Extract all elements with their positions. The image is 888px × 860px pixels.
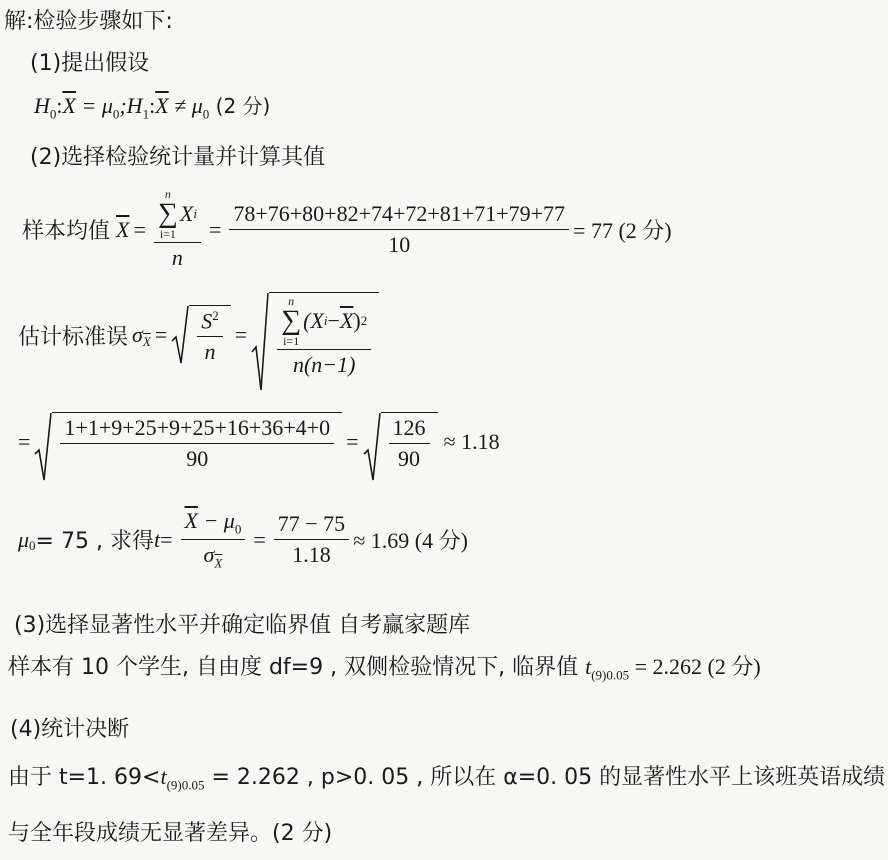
t-eq2: = bbox=[253, 526, 266, 552]
critical-value-text: 样本有 10 个学生, 自由度 df=9 , 双侧检验情况下, 临界值 bbox=[8, 655, 586, 680]
decision-t-sub: (9)0.05 bbox=[166, 777, 205, 793]
t-fraction bbox=[181, 508, 246, 572]
h1-sub: 1 bbox=[142, 106, 150, 122]
t-result: ≈ 1.69 (4 分) bbox=[353, 528, 468, 554]
se-eq: = bbox=[154, 322, 168, 347]
se-sqrt-1 bbox=[171, 305, 231, 365]
hypothesis-score: (2 分) bbox=[209, 94, 271, 118]
calc-num2: 126 bbox=[389, 415, 430, 444]
t-den2: 1.18 bbox=[292, 542, 331, 568]
t-num-sub: 0 bbox=[234, 521, 242, 537]
t-num-xbar: $\overline{X}$ bbox=[184, 508, 198, 533]
h1-colon: : bbox=[149, 93, 156, 118]
sample-mean-label: 样本均值 bbox=[22, 219, 111, 244]
t-mu: μ bbox=[18, 526, 30, 552]
step-4-title: (4)统计决断 bbox=[10, 717, 130, 742]
t-eq: = bbox=[160, 526, 173, 552]
t-symbol: t bbox=[153, 526, 161, 552]
step-2-title: (2)选择检验统计量并计算其值 bbox=[30, 145, 326, 170]
se-den: n(n−1) bbox=[292, 352, 356, 377]
mean-xi: X bbox=[179, 201, 194, 226]
h1-mu-sub: 0 bbox=[202, 106, 210, 122]
calc-den: 90 bbox=[186, 446, 209, 471]
mean-eq2: = bbox=[208, 216, 222, 242]
t-num2: 77 − 75 bbox=[274, 511, 349, 540]
se-sigma-sub: X bbox=[142, 334, 151, 349]
decision-text-b: = 2.262 , p>0. 05 , 所以在 α=0. 05 的显著性水平上该班英语成绩 bbox=[204, 765, 886, 790]
mean-xi-sub: i bbox=[193, 206, 197, 221]
solution-heading: 解:检验步骤如下: bbox=[4, 9, 173, 34]
sample-mean-formula bbox=[22, 188, 672, 271]
calc-den2: 90 bbox=[398, 446, 421, 471]
h0-eq-mu: = μ bbox=[75, 93, 113, 118]
h1-neq-mu: ≠ μ bbox=[168, 93, 203, 118]
critical-value-result: = 2.262 (2 分) bbox=[629, 654, 761, 679]
decision-t: t bbox=[160, 764, 167, 789]
h0-xbar: $\overline{X}$ bbox=[62, 93, 76, 118]
mean-result: = 77 (2 分) bbox=[573, 218, 672, 243]
t-eq75: = 75 , 求得 bbox=[35, 529, 154, 555]
h0-mu-sub: 0 bbox=[112, 106, 120, 122]
se-num-close: ) bbox=[353, 308, 361, 333]
t-den-sigma: σ bbox=[203, 542, 215, 568]
mean-xbar: $\overline{X}$ bbox=[116, 216, 130, 242]
mean-values-num: 78+76+80+82+74+72+81+71+79+77 bbox=[229, 201, 569, 230]
se-num-minus: − bbox=[327, 308, 340, 333]
se-num-expr: (X bbox=[303, 308, 324, 333]
t-values-fraction bbox=[274, 511, 349, 568]
h1-symbol: ;H bbox=[119, 93, 143, 118]
se-calculation bbox=[18, 412, 500, 472]
se-n: n bbox=[204, 339, 216, 365]
standard-error-formula bbox=[18, 292, 379, 378]
t-den-sub: X bbox=[214, 555, 223, 571]
calc-eq2: = bbox=[346, 429, 359, 454]
se-s-sup: 2 bbox=[212, 307, 219, 323]
se-num-sup: 2 bbox=[360, 313, 368, 328]
h0-symbol: H bbox=[34, 93, 50, 118]
critical-value-line bbox=[8, 650, 761, 683]
calc-sqrt-2 bbox=[363, 412, 438, 472]
calc-num: 1+1+9+25+9+25+16+36+4+0 bbox=[60, 415, 334, 444]
critical-t: t bbox=[585, 654, 592, 679]
calc-result: ≈ 1.18 bbox=[443, 429, 500, 454]
se-sum-symbol: n ∑ i=1 bbox=[281, 294, 302, 348]
se-num-sub: i bbox=[323, 313, 328, 328]
mean-den: n bbox=[171, 245, 183, 270]
decision-text-a: 由于 t=1. 69< bbox=[8, 765, 161, 790]
se-num-xbar: $\overline{X}$ bbox=[339, 308, 354, 333]
t-statistic-line bbox=[18, 508, 468, 572]
se-label: 估计标准误 bbox=[18, 324, 129, 350]
step-3-title: (3)选择显著性水平并确定临界值 自考赢家题库 bbox=[14, 613, 471, 638]
step-1-title: (1)提出假设 bbox=[30, 51, 150, 76]
decision-line bbox=[8, 760, 885, 793]
mean-sum-symbol: n ∑ i=1 bbox=[157, 187, 178, 241]
se-sqrt-2 bbox=[251, 292, 379, 378]
h0-colon: : bbox=[56, 93, 63, 118]
mean-fraction bbox=[154, 188, 201, 271]
t-num-rest: − μ bbox=[197, 508, 235, 533]
conclusion-line: 与全年段成绩无显著差异。(2 分) bbox=[8, 821, 333, 846]
critical-t-sub: (9)0.05 bbox=[591, 667, 630, 683]
h0-sub: 0 bbox=[49, 106, 57, 122]
calc-eq: = bbox=[18, 429, 31, 454]
se-sigma: σ bbox=[132, 322, 143, 347]
mean-values-fraction bbox=[229, 201, 569, 258]
se-s: S bbox=[201, 308, 213, 334]
hypothesis-line bbox=[34, 90, 270, 122]
mean-values-den: 10 bbox=[388, 232, 411, 257]
t-mu-sub: 0 bbox=[29, 537, 36, 553]
mean-eq: = bbox=[133, 216, 146, 242]
h1-xbar: $\overline{X}$ bbox=[155, 93, 169, 118]
calc-sqrt-1 bbox=[34, 412, 342, 472]
se-eq2: = bbox=[234, 322, 248, 347]
